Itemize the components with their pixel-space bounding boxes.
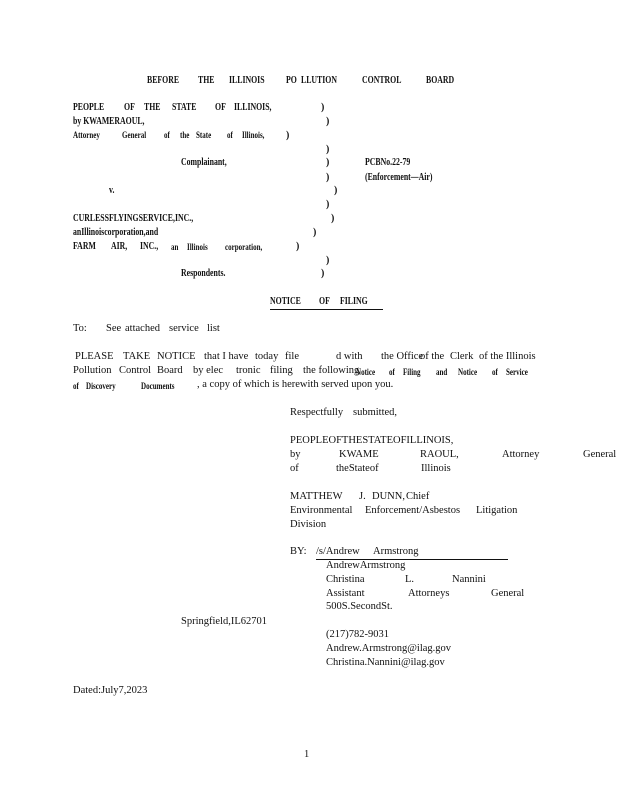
title-the: THE [198, 75, 215, 86]
resp-an: an [171, 242, 179, 252]
body-of2: of [492, 367, 498, 377]
sig-submitted: submitted, [353, 407, 398, 418]
resp-air: AIR, [111, 241, 128, 252]
sig-nannini: Nannini [452, 574, 486, 585]
title-llution: LLUTION [301, 75, 337, 86]
paren: ) [313, 227, 317, 238]
paren: ) [326, 144, 330, 155]
case-number: PCBNo.22-79 [365, 157, 411, 168]
body-file: file [285, 351, 299, 362]
to-attached: attached [125, 323, 160, 334]
sig-address: 500S.SecondSt. [326, 601, 393, 612]
paren: ) [326, 116, 330, 127]
case-type: (Enforcement—Air) [365, 172, 433, 183]
body-and: and [436, 367, 448, 377]
sig-assistant: Assistant [326, 588, 365, 599]
paren: ) [331, 213, 335, 224]
paren: ) [334, 185, 338, 196]
sig-j: J. [359, 491, 366, 502]
caption-illinois: ILLINOIS, [234, 102, 272, 113]
sig-armstrong: Armstrong [373, 546, 419, 557]
resp-farm: FARM [73, 241, 96, 252]
page-number: 1 [304, 749, 310, 760]
sig-kwame: KWAME [339, 449, 379, 460]
body-of: of [389, 367, 395, 377]
to-see: See [106, 323, 122, 334]
sig-general2: General [491, 588, 525, 599]
body-take: TAKE [123, 351, 151, 362]
caption-versus: v. [109, 185, 115, 196]
caption-general: General [122, 130, 147, 140]
body-notice2: Notice [356, 367, 376, 377]
notice-heading [270, 297, 383, 310]
sig-division: Division [290, 519, 327, 530]
body-dwith: d with [336, 351, 363, 362]
title-control: CONTROL [362, 75, 402, 86]
caption-of3: of [164, 130, 170, 140]
sig-chief: Chief [406, 491, 430, 502]
body-office: the Office [381, 351, 424, 362]
paren: ) [326, 157, 330, 168]
body-notice3: Notice [458, 367, 478, 377]
caption-the: THE [144, 102, 161, 113]
caption-the2: the [180, 130, 190, 140]
body-filing2: Filing [403, 367, 421, 377]
caption-respondents: Respondents. [181, 268, 226, 279]
sig-city: Springfield,IL62701 [181, 616, 268, 627]
body-of3: of [73, 381, 79, 391]
sig-l: L. [405, 574, 415, 585]
caption-attorney: Attorney [73, 130, 100, 140]
resp-corporation: corporation, [225, 242, 263, 252]
sig-thestateof: theStateof [336, 463, 379, 474]
caption-of2: OF [215, 102, 226, 113]
caption-of: OF [124, 102, 135, 113]
signature-line [316, 547, 508, 560]
to-service: service [169, 323, 199, 334]
sig-christina: Christina [326, 574, 365, 585]
body-pollution: Pollution [73, 365, 112, 376]
caption-of4: of [227, 130, 233, 140]
sig-of: of [290, 463, 299, 474]
body-that: that I have [204, 351, 249, 362]
body-oftheillinois: of the Illinois [479, 351, 536, 362]
paren: ) [326, 172, 330, 183]
body-control: Control [119, 365, 152, 376]
caption-complainant: Complainant, [181, 157, 227, 168]
body-discovery: Discovery [86, 381, 116, 391]
sig-litigation: Litigation [476, 505, 518, 516]
paren: ) [286, 130, 290, 141]
paren: ) [326, 255, 330, 266]
notice-heading-of: OF [319, 296, 330, 307]
dated: Dated:July7,2023 [73, 685, 148, 696]
sig-general: General [583, 449, 617, 460]
body-today: today [255, 351, 279, 362]
title-po: PO [286, 75, 297, 86]
sig-attorneys: Attorneys [408, 588, 450, 599]
body-notice: NOTICE [157, 351, 196, 362]
sig-respectfully: Respectfully [290, 407, 344, 418]
body-tronic: tronic [236, 365, 261, 376]
sig-email-armstrong: Andrew.Armstrong@ilag.gov [326, 643, 452, 654]
sig-andrew: /s/Andrew [316, 546, 360, 557]
body-board: Board [157, 365, 183, 376]
respondent-1: CURLESSFLYINGSERVICE,INC., [73, 213, 194, 224]
body-please: PLEASE [75, 351, 114, 362]
paren: ) [326, 199, 330, 210]
sig-illinois: Illinois [421, 463, 451, 474]
title-illinois: ILLINOIS [229, 75, 265, 86]
body-byelec: by elec [193, 365, 224, 376]
body-filing: filing [270, 365, 293, 376]
body-copy-of-which: , a copy of which is herewith served upon you. [197, 379, 394, 390]
sig-raoul: RAOUL, [420, 449, 459, 460]
to-label: To: [73, 323, 87, 334]
sig-people: PEOPLEOFTHESTATEOFILLINOIS, [290, 435, 454, 446]
paren: ) [296, 241, 300, 252]
notice-heading-notice: NOTICE [270, 296, 301, 307]
body-documents: Documents [141, 381, 175, 391]
caption-state: STATE [172, 102, 197, 113]
caption-state2: State [196, 130, 212, 140]
notice-heading-filing: FILING [340, 296, 368, 307]
paren: ) [321, 268, 325, 279]
title-board: BOARD [426, 75, 455, 86]
body-service: Service [506, 367, 528, 377]
body-clerk: Clerk [450, 351, 474, 362]
respondent-1-desc: anIllinoiscorporation,and [73, 227, 159, 238]
caption-illinois2: Illinois, [242, 130, 265, 140]
resp-inc: INC., [140, 241, 159, 252]
title-before: BEFORE [147, 75, 180, 86]
paren: ) [321, 102, 325, 113]
resp-illinois: Illinois [187, 242, 208, 252]
sig-email-nannini: Christina.Nannini@ilag.gov [326, 657, 445, 668]
body-thefollowing: the following [303, 365, 360, 376]
sig-enforcement: Enforcement/Asbestos [365, 505, 461, 516]
sig-dunn: DUNN, [372, 491, 405, 502]
caption-by-raoul: by KWAMERAOUL, [73, 116, 145, 127]
sig-by-label: BY: [290, 546, 307, 557]
body-ofthe: of the [420, 351, 445, 362]
sig-by: by [290, 449, 301, 460]
sig-environmental: Environmental [290, 505, 353, 516]
caption-people: PEOPLE [73, 102, 105, 113]
to-list: list [207, 323, 220, 334]
sig-name-armstrong: AndrewArmstrong [326, 560, 406, 571]
sig-attorney: Attorney [502, 449, 540, 460]
sig-matthew: MATTHEW [290, 491, 343, 502]
sig-phone: (217)782-9031 [326, 629, 389, 640]
